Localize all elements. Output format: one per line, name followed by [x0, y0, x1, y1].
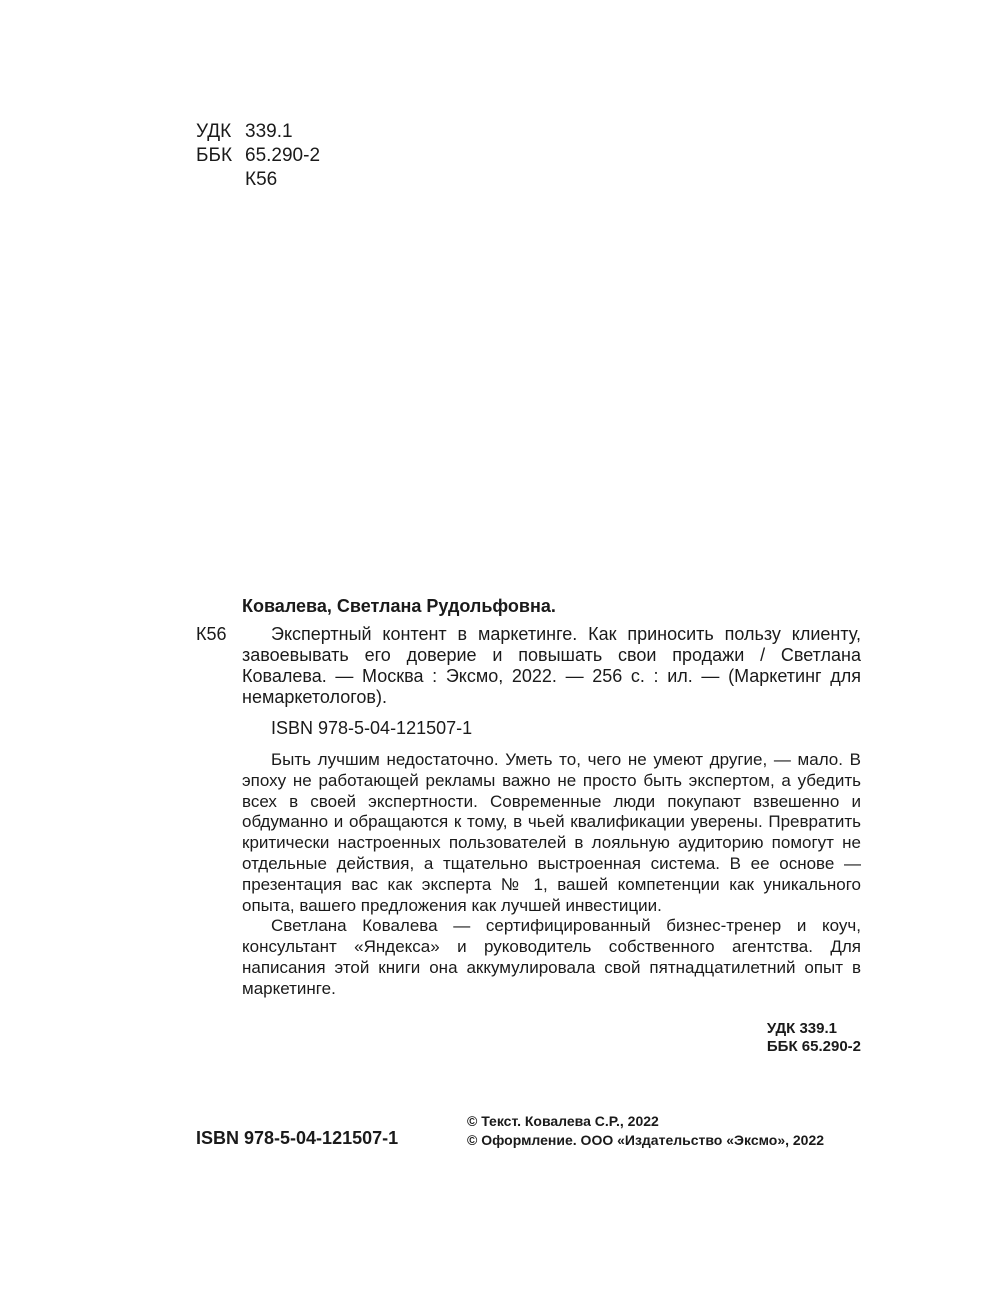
- classification-bbk: ББК 65.290-2: [766, 1038, 861, 1055]
- record-description-text: Экспертный контент в маркетинге. Как приносить пользу клиенту, завоевывать его доверие и повышать свои продажи / Светлана Ковалева. — Москва : Эксмо, 2022. — 256 с. : ил. — (Маркетинг для немаркетологов).: [242, 624, 861, 707]
- classification-block: [767, 1020, 861, 1056]
- author-mark-top: К56: [245, 169, 278, 190]
- record-author: Ковалева, Светлана Рудольфовна.: [242, 596, 556, 616]
- copyright-block: [467, 1112, 824, 1150]
- bbk-label: ББК: [196, 145, 233, 166]
- record-description: [242, 624, 861, 708]
- classification-udk: УДК 339.1: [766, 1020, 838, 1037]
- copyright-design: © Оформление. ООО «Издательство «Эксмо», 2022: [467, 1132, 825, 1148]
- bbk-row: [196, 144, 320, 168]
- annotation-paragraph-1: Быть лучшим недостаточно. Уметь то, чего не умеют другие, — мало. В эпоху не работающей рекламы важно не просто быть экспертом, а убедить всех в своей экспертности. Современные люди покупают взвешенно и обдуманно и обращаются к тому, в чьей квалификации уверены. Превратить критически настроенных пользователей в лояльную аудиторию помогут не отдельные действия, а тщательно выстроенная система. В ее основе — презентация вас как эксперта № 1, вашей компетенции как уникального опыта, вашего предложения как лучшей инвестиции.: [242, 750, 861, 915]
- author-mark-row: [196, 168, 277, 192]
- footer-isbn: ISBN 978-5-04-121507-1: [196, 1128, 399, 1148]
- udk-row: [196, 120, 293, 144]
- bbk-value: 65.290-2: [245, 145, 321, 166]
- udk-label: УДК: [196, 121, 232, 142]
- udk-value: 339.1: [245, 121, 293, 142]
- annotation: [242, 750, 861, 1000]
- record-author-mark: К56: [196, 624, 227, 644]
- copyright-text: © Текст. Ковалева С.Р., 2022: [467, 1113, 659, 1129]
- record-isbn: ISBN 978-5-04-121507-1: [271, 718, 473, 738]
- annotation-paragraph-2: Светлана Ковалева — сертифицированный бизнес-тренер и коуч, консультант «Яндекса» и руководитель собственного агентства. Для написания этой книги она аккумулировала свой пятнадцатилетний опыт в маркетинге.: [242, 916, 861, 998]
